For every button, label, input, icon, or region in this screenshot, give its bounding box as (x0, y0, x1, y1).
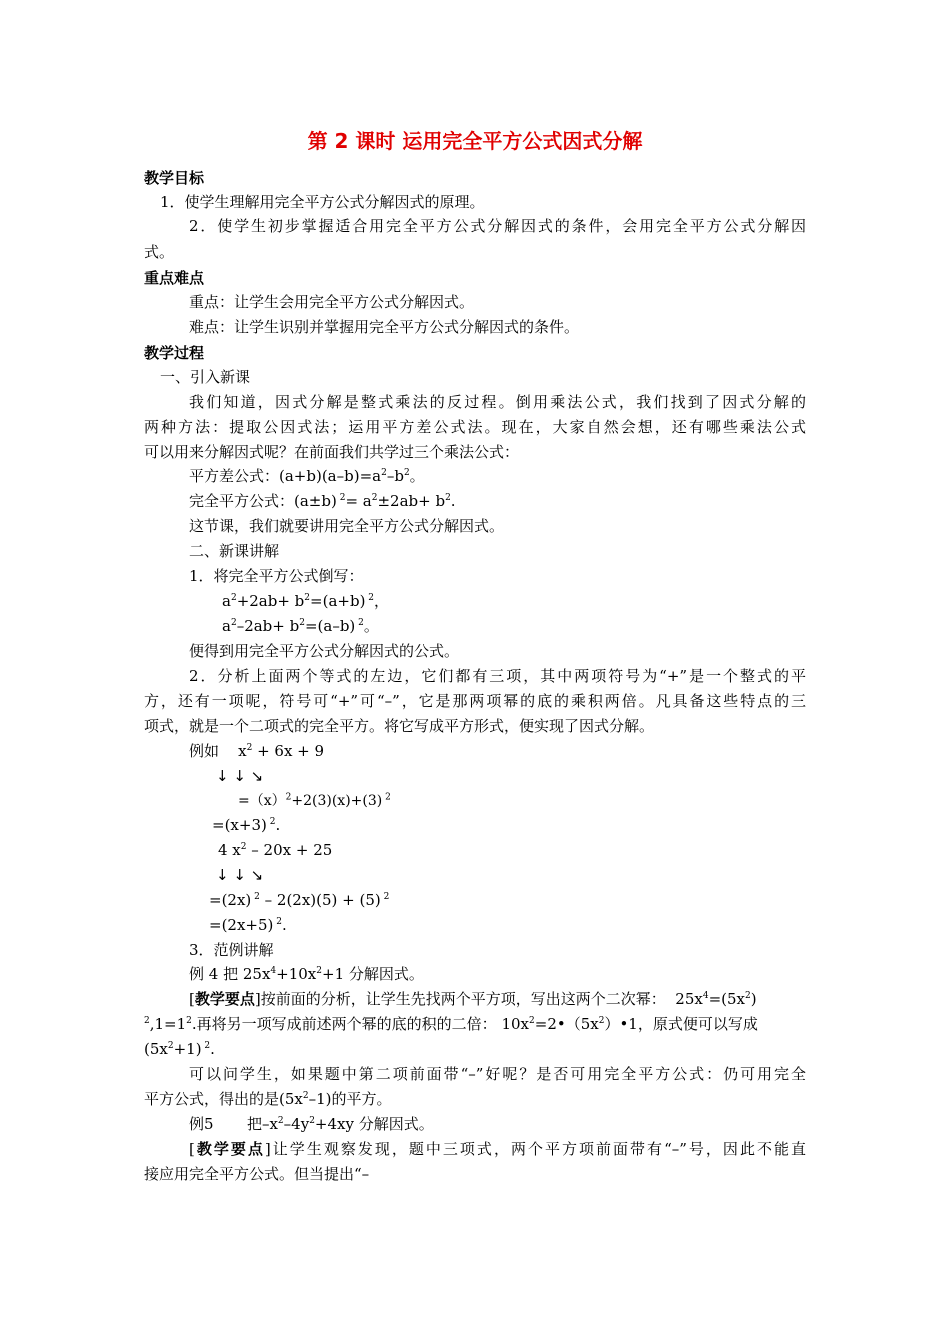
example-5-tail: 分解因式。 (358, 1115, 434, 1133)
paragraph-text: 平方公式，得出的是 (144, 1090, 280, 1108)
paragraph-line: 项式，就是一个二项式的完全平方。将它写成平方形式，便实现了因式分解。 (144, 717, 655, 735)
teaching-note-text: .再将另一项写成前述两个幂的底的积的二倍： (191, 1015, 497, 1033)
objective-item-continuation: 式。 (144, 243, 175, 261)
example-5-statement: 例5 把$-x^2-4y^2+4xy$ 分解因式。 (189, 1115, 434, 1133)
formula-line: $=(x)^2+2(3)(x)+(3)$ $^2$ (238, 792, 391, 809)
example-5-verb: 把 (246, 1115, 262, 1133)
example-expression: 4 $x^2 - 20x + 25$ (218, 841, 333, 859)
page-title: 第 2 课时 运用完全平方公式因式分解 (307, 129, 643, 153)
teaching-note-text: 让学生观察发现，题中三项式，两个平方项前面带有“–”号，因此不能直 (270, 1140, 806, 1158)
teaching-note-text: ，原式便可以写成 (637, 1015, 758, 1033)
objective-item: 2．使学生初步掌握适合用完全平方公式分解因式的条件，会用完全平方公式分解因 (189, 217, 806, 235)
example-4-statement: 例 4 把 $25x^4+10x^2+1$ 分解因式。 (189, 965, 424, 983)
section-heading-key-points: 重点难点 (144, 269, 205, 287)
teaching-note-line: [教学要点]让学生观察发现，题中三项式，两个平方项前面带有“–”号，因此不能直 (189, 1140, 806, 1158)
part-heading: 一、引入新课 (160, 368, 251, 386)
paragraph-line: 两种方法：提取公因式法；运用平方差公式法。现在，大家自然会想，还有哪些乘法公式 (144, 418, 806, 436)
formula-line: =(x+3) $^2$. (212, 816, 281, 834)
teaching-key-label: 教学要点 (194, 990, 255, 1008)
formula-difference-of-squares: 平方差公式：$(a+b)(a-b)=a^2-b^2$。 (189, 467, 425, 485)
formula-perfect-square: 完全平方公式：(a±b) $^2= a^2\pm 2ab+ b^2$. (189, 492, 456, 510)
objective-item: 1．使学生理解用完全平方公式分解因式的原理。 (160, 193, 485, 211)
teaching-note-line: 接应用完全平方公式。但当提出“– (144, 1165, 370, 1183)
formula-label: 平方差公式： (189, 467, 280, 485)
paragraph-line: 我们知道，因式分解是整式乘法的反过程。倒用乘法公式，我们找到了因式分解的 (189, 393, 806, 411)
key-point-focus: 重点：让学生会用完全平方公式分解因式。 (189, 293, 475, 311)
teaching-key-label: 教学要点 (194, 1140, 265, 1158)
teaching-note-line: $(5x^2+1)$ $^2$. (144, 1040, 215, 1058)
paragraph-line: 可以问学生，如果题中第二项前面带“–”好呢？是否可用完全平方公式：仍可用完全 (189, 1065, 806, 1083)
formula-line: $a^2+2ab+ b^2=(a+b)$ $^2$， (222, 592, 390, 610)
teaching-note-line: [教学要点]按前面的分析，让学生先找两个平方项，写出这两个二次幂： $25x^4=(5x^2)$ (189, 990, 757, 1008)
paragraph-line: 可以用来分解因式呢？在前面我们共学过三个乘法公式： (144, 443, 520, 461)
example-4-label: 例 4 把 (189, 965, 243, 983)
formula-line: =(2x) $^2$ – 2(2x)(5) + (5) $^2$ (209, 891, 390, 909)
example-4-tail: 分解因式。 (344, 965, 424, 983)
teaching-note-text: 按前面的分析，让学生先找两个平方项，写出这两个二次幂： (260, 990, 666, 1008)
arrow-row: ↓ ↓ ↘ (216, 767, 264, 785)
section-heading-process: 教学过程 (144, 344, 205, 362)
step-line: 3．范例讲解 (189, 941, 274, 959)
step-line: 1．将完全平方公式倒写： (189, 567, 364, 585)
paragraph-line: 2．分析上面两个等式的左边，它们都有三项，其中两项符号为“+”是一个整式的平 (189, 667, 806, 685)
paragraph-text: 的平方。 (331, 1090, 392, 1108)
part-heading: 二、新课讲解 (189, 542, 280, 560)
paragraph-line: 方，还有一项呢，符号可“+”可“–”，它是那两项幂的底的乘积两倍。凡具备这些特点的三 (144, 692, 806, 710)
formula-label: 完全平方公式： (189, 492, 295, 510)
arrow-row: ↓ ↓ ↘ (216, 866, 264, 884)
example-5-label: 例5 (189, 1115, 214, 1133)
step-line: 便得到用完全平方公式分解因式的公式。 (189, 642, 460, 660)
example-label: 例如 (189, 742, 220, 760)
example-expression: 例如 $x^2 + 6x + 9$ (189, 742, 325, 760)
teaching-note-line: $^2,1=1^2$.再将另一项写成前述两个幂的底的积的二倍： $10x^2=2•(5x^2)•1$，原式便可以写成 (144, 1015, 758, 1033)
formula-line: $a^2-2ab+ b^2=(a-b)$ $^2$。 (222, 617, 379, 635)
paragraph-line: 平方公式，得出的是$(5x^2-1)$的平方。 (144, 1090, 392, 1108)
section-heading-objectives: 教学目标 (144, 169, 205, 187)
key-point-difficulty: 难点：让学生识别并掌握用完全平方公式分解因式的条件。 (189, 318, 580, 336)
paragraph-line: 这节课，我们就要讲用完全平方公式分解因式。 (189, 517, 505, 535)
formula-line: =(2x+5) $^2$. (209, 916, 287, 934)
